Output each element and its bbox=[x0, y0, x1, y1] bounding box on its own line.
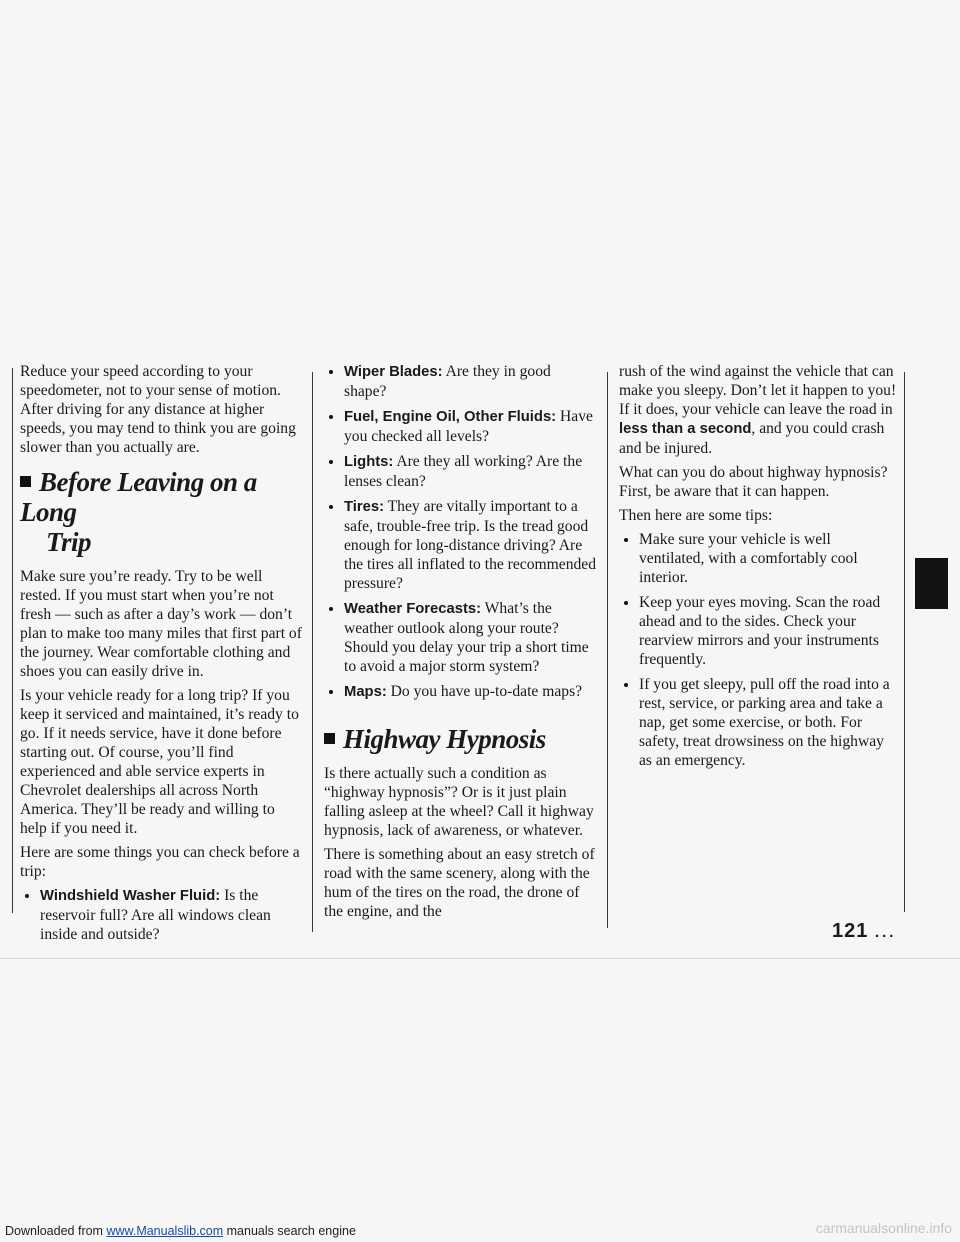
middle-column bbox=[324, 362, 596, 926]
bullet-dot-icon bbox=[329, 370, 333, 374]
list-item: Wiper Blades: Are they in good shape? bbox=[324, 362, 596, 401]
bullet-dot-icon bbox=[624, 683, 628, 687]
bullet-dot-icon bbox=[624, 538, 628, 542]
bullet-dot-icon bbox=[25, 894, 29, 898]
checklist-middle bbox=[324, 362, 596, 702]
paragraph-ready: Make sure you’re ready. Try to be well rested. If you must start when you’re not fresh — such as after a day’s work — don’t plan to make too many miles that first part of the journey. Wear comfortable clothing and shoes you can easily drive in. bbox=[20, 568, 302, 680]
watermark: carmanualsonline.info bbox=[815, 1220, 952, 1236]
list-item: Weather Forecasts: What’s the weather outlook along your route? Should you delay your trip a short time to avoid a major storm system? bbox=[324, 599, 596, 676]
heading-highway-hypnosis: Highway Hypnosis bbox=[324, 724, 596, 754]
bullet-dot-icon bbox=[329, 607, 333, 611]
page-bottom-rule bbox=[0, 958, 960, 959]
list-item: Fuel, Engine Oil, Other Fluids: Have you checked all levels? bbox=[324, 407, 596, 446]
list-item: Windshield Washer Fluid: Is the reservoir full? Are all windows clean inside and outside? bbox=[20, 886, 302, 944]
download-footer: Downloaded from www.Manualslib.com manuals search engine bbox=[5, 1224, 356, 1238]
paragraph-hypnosis-question: Is there actually such a condition as “highway hypnosis”? Or is it just plain falling asleep at the wheel? Call it highway hypnosis, lack of awareness, or whatever. bbox=[324, 765, 594, 839]
list-item: Maps: Do you have up-to-date maps? bbox=[324, 682, 596, 702]
right-column bbox=[619, 362, 899, 776]
square-bullet-icon bbox=[324, 733, 335, 744]
bullet-dot-icon bbox=[329, 690, 333, 694]
page-number: 121 ... bbox=[832, 920, 897, 942]
heading-before-long-trip: Before Leaving on a Long Trip bbox=[20, 467, 257, 557]
column-rule-right-a bbox=[607, 372, 608, 928]
list-item: If you get sleepy, pull off the road into a rest, service, or parking area and take a nap, get some exercise, or both. For safety, treat drowsiness on the highway as an emergency. bbox=[619, 675, 899, 770]
bullet-dot-icon bbox=[624, 601, 628, 605]
paragraph-tips-intro: Then here are some tips: bbox=[619, 507, 773, 524]
bullet-dot-icon bbox=[329, 505, 333, 509]
list-item: Lights: Are they all working? Are the lenses clean? bbox=[324, 452, 596, 491]
intro-paragraph: Reduce your speed according to your speedometer, not to your sense of motion. After driving for any distance at higher speeds, you may tend to think you are going slower than you actually are. bbox=[20, 363, 296, 456]
list-item: Make sure your vehicle is well ventilated, with a comfortably cool interior. bbox=[619, 530, 899, 587]
paragraph-hypnosis-cause: There is something about an easy stretch of road with the same scenery, along with the hum of the tires on the road, the drone of the engine, and the bbox=[324, 846, 595, 920]
bullet-dot-icon bbox=[329, 415, 333, 419]
paragraph-checklist-intro: Here are some things you can check before a trip: bbox=[20, 844, 300, 880]
checklist-left bbox=[20, 886, 302, 944]
list-item: Tires: They are vitally important to a safe, trouble-free trip. Is the tread good enough for long-distance driving? Are the tires all inflated to the recommended pressure? bbox=[324, 497, 596, 593]
list-item: Keep your eyes moving. Scan the road ahead and to the sides. Check your rearview mirrors and your instruments frequently. bbox=[619, 593, 899, 669]
column-rule-right-b bbox=[904, 372, 905, 912]
paragraph-vehicle-ready: Is your vehicle ready for a long trip? If you keep it serviced and maintained, it’s ready to go. If it needs service, have it done before starting out. Of course, you’ll find experienced and able service experts in Chevrolet dealerships all across North America. They’ll be ready and willing to help if you need it. bbox=[20, 687, 299, 837]
column-rule-left bbox=[12, 368, 13, 913]
square-bullet-icon bbox=[20, 476, 31, 487]
bullet-dot-icon bbox=[329, 460, 333, 464]
tips-list bbox=[619, 530, 899, 770]
left-column bbox=[20, 362, 302, 950]
paragraph-hypnosis-continued: rush of the wind against the vehicle that can make you sleepy. Don’t let it happen to you! If it does, your vehicle can leave the road in less than a second, and you could crash and be injured. bbox=[619, 363, 897, 457]
section-thumb-tab bbox=[915, 558, 948, 609]
column-rule-middle bbox=[312, 372, 313, 932]
paragraph-what-to-do: What can you do about highway hypnosis? First, be aware that it can happen. bbox=[619, 464, 888, 500]
manualslib-link[interactable]: www.Manualslib.com bbox=[106, 1224, 224, 1238]
